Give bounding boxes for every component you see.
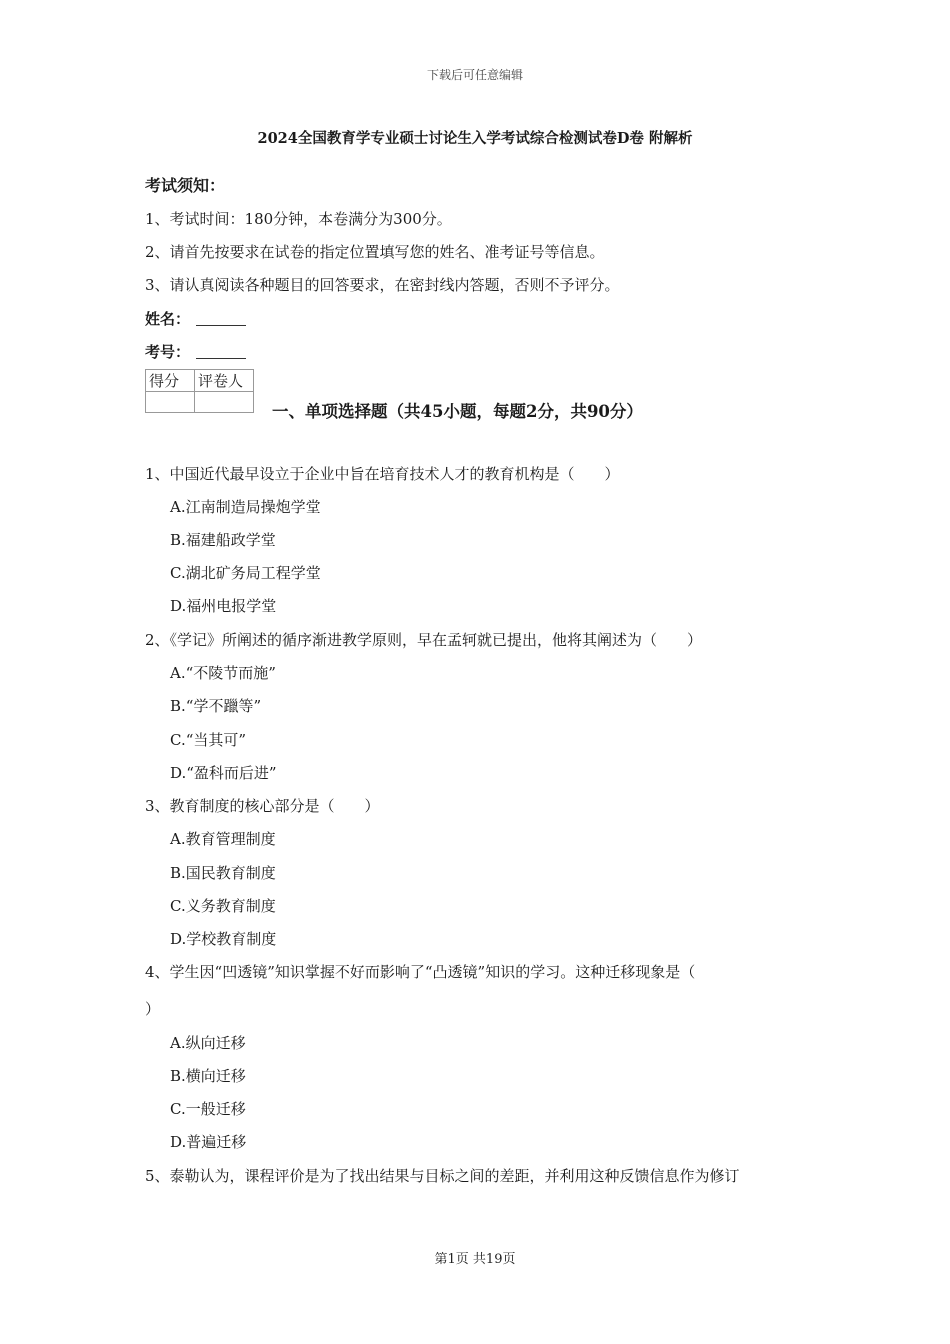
notice-item: 3、请认真阅读各种题目的回答要求，在密封线内答题，否则不予评分。 bbox=[145, 276, 620, 294]
name-field bbox=[145, 308, 246, 329]
question-option: A.“不陵节而施” bbox=[170, 664, 276, 682]
name-label: 姓名： bbox=[145, 310, 191, 328]
question-option: A.教育管理制度 bbox=[170, 830, 276, 848]
number-field bbox=[145, 341, 246, 362]
question-option: B.“学不躐等” bbox=[170, 697, 262, 715]
score-cell bbox=[146, 392, 195, 413]
question-option: C.“当其可” bbox=[170, 731, 247, 749]
score-table bbox=[145, 369, 254, 413]
question-option: D.学校教育制度 bbox=[170, 930, 277, 948]
question-option: D.“盈科而后进” bbox=[170, 764, 277, 782]
number-blank bbox=[196, 344, 246, 359]
name-blank bbox=[196, 311, 246, 326]
question-option: A.纵向迁移 bbox=[170, 1034, 246, 1052]
score-header: 得分 bbox=[146, 370, 195, 392]
question-option: C.义务教育制度 bbox=[170, 897, 276, 915]
question-option: C.湖北矿务局工程学堂 bbox=[170, 564, 321, 582]
grader-header: 评卷人 bbox=[195, 370, 254, 392]
section-heading: 一、单项选择题（共45小题，每题2分，共90分） bbox=[272, 402, 643, 421]
question-stem: 1、中国近代最早设立于企业中旨在培育技术人才的教育机构是（ ） bbox=[145, 465, 620, 483]
question-option: D.普遍迁移 bbox=[170, 1133, 247, 1151]
notice-item: 1、考试时间：180分钟，本卷满分为300分。 bbox=[145, 210, 452, 228]
notice-heading: 考试须知： bbox=[145, 176, 226, 195]
question-option: A.江南制造局操炮学堂 bbox=[170, 498, 321, 516]
page-footer: 第1页 共19页 bbox=[434, 1252, 516, 1267]
number-label: 考号： bbox=[145, 343, 191, 361]
notice-item: 2、请首先按要求在试卷的指定位置填写您的姓名、准考证号等信息。 bbox=[145, 243, 605, 261]
question-option: B.福建船政学堂 bbox=[170, 531, 276, 549]
question-stem-continued: ） bbox=[145, 1000, 161, 1018]
question-option: B.横向迁移 bbox=[170, 1067, 246, 1085]
grader-cell bbox=[195, 392, 254, 413]
question-option: D.福州电报学堂 bbox=[170, 597, 277, 615]
question-stem: 5、泰勒认为，课程评价是为了找出结果与目标之间的差距，并利用这种反馈信息作为修订 bbox=[145, 1167, 740, 1185]
question-option: B.国民教育制度 bbox=[170, 864, 276, 882]
question-stem: 4、学生因“凹透镜”知识掌握不好而影响了“凸透镜”知识的学习。这种迁移现象是（ bbox=[145, 963, 696, 981]
question-stem: 2、《学记》所阐述的循序渐进教学原则，早在孟轲就已提出，他将其阐述为（ ） bbox=[145, 631, 703, 649]
document-title: 2024全国教育学专业硕士讨论生入学考试综合检测试卷D卷 附解析 bbox=[257, 130, 693, 147]
header-note: 下载后可任意编辑 bbox=[426, 68, 523, 82]
question-stem: 3、教育制度的核心部分是（ ） bbox=[145, 797, 380, 815]
question-option: C.一般迁移 bbox=[170, 1100, 246, 1118]
